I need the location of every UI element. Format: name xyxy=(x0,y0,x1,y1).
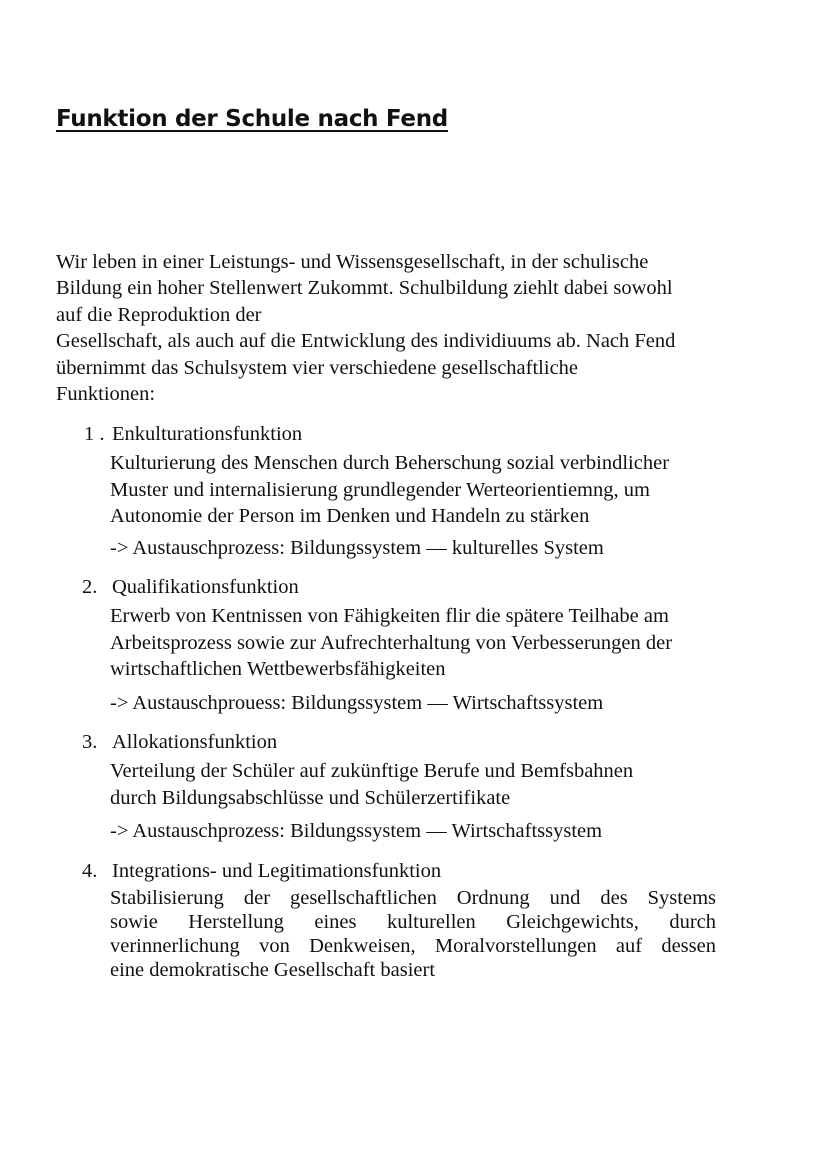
item-body-line: Arbeitsprozess sowie zur Aufrechterhaltung von Verbesserungen der xyxy=(110,631,673,654)
item-exchange-process: -> Austauschprozess: Bildungssystem — kulturelles System xyxy=(110,537,604,559)
item-body xyxy=(110,758,720,811)
intro-line: Funktionen: xyxy=(56,383,156,406)
item-body-line: Erwerb von Kentnissen von Fähigkeiten flir die spätere Teilhabe am xyxy=(110,605,669,627)
item-number: 2. xyxy=(82,576,98,598)
item-exchange-process: -> Austauschprozess: Bildungssystem — Wirtschaftssystem xyxy=(110,820,603,842)
intro-paragraph xyxy=(56,249,746,407)
item-heading: Enkulturationsfunktion xyxy=(112,423,303,445)
item-body xyxy=(110,603,720,683)
item-body-line: Kulturierung des Menschen durch Beherschung sozial verbindlicher xyxy=(110,452,670,474)
intro-line: Gesellschaft, als auch auf die Entwicklung des individiuums ab. Nach Fend xyxy=(56,330,676,353)
intro-line: auf die Reproduktion der xyxy=(56,303,262,326)
item-number: 1 . xyxy=(84,423,105,445)
item-body-line: Verteilung der Schüler auf zukünftige Berufe und Bemfsbahnen xyxy=(110,760,634,782)
item-body-line: Stabilisierung der gesellschaftlichen Ordnung und des Systems xyxy=(110,887,716,909)
intro-line: übernimmt das Schulsystem vier verschiedene gesellschaftliche xyxy=(56,356,579,379)
item-body-line: wirtschaftlichen Wettbewerbsfähigkeiten xyxy=(110,658,446,680)
intro-line: Bildung ein hoher Stellenwert Zukommt. Schulbildung ziehlt dabei sowohl xyxy=(56,277,673,300)
item-number: 3. xyxy=(82,731,98,753)
page-title: Funktion der Schule nach Fend xyxy=(56,106,448,132)
item-body-line: Autonomie der Person im Denken und Handeln zu stärken xyxy=(110,505,590,527)
item-heading: Integrations- und Legitimationsfunktion xyxy=(112,860,442,882)
item-exchange-process: -> Austauschprouess: Bildungssystem — Wirtschaftssystem xyxy=(110,692,604,714)
item-heading: Allokationsfunktion xyxy=(112,731,278,753)
item-number: 4. xyxy=(82,860,98,882)
item-body-line: verinnerlichung von Denkweisen, Moralvorstellungen auf dessen xyxy=(110,935,716,957)
item-body-line: durch Bildungsabschlüsse und Schülerzertifikate xyxy=(110,786,511,809)
item-body xyxy=(110,886,716,982)
item-heading: Qualifikationsfunktion xyxy=(112,576,299,598)
intro-line: Wir leben in einer Leistungs- und Wissensgesellschaft, in der schulische xyxy=(56,251,649,273)
item-body-line: eine demokratische Gesellschaft basiert xyxy=(110,959,436,981)
item-body-line: Muster und internalisierung grundlegender Werteorientiemng, um xyxy=(110,478,650,501)
item-body-line: sowie Herstellung eines kulturellen Gleichgewichts, durch xyxy=(110,911,716,933)
item-body xyxy=(110,450,720,530)
